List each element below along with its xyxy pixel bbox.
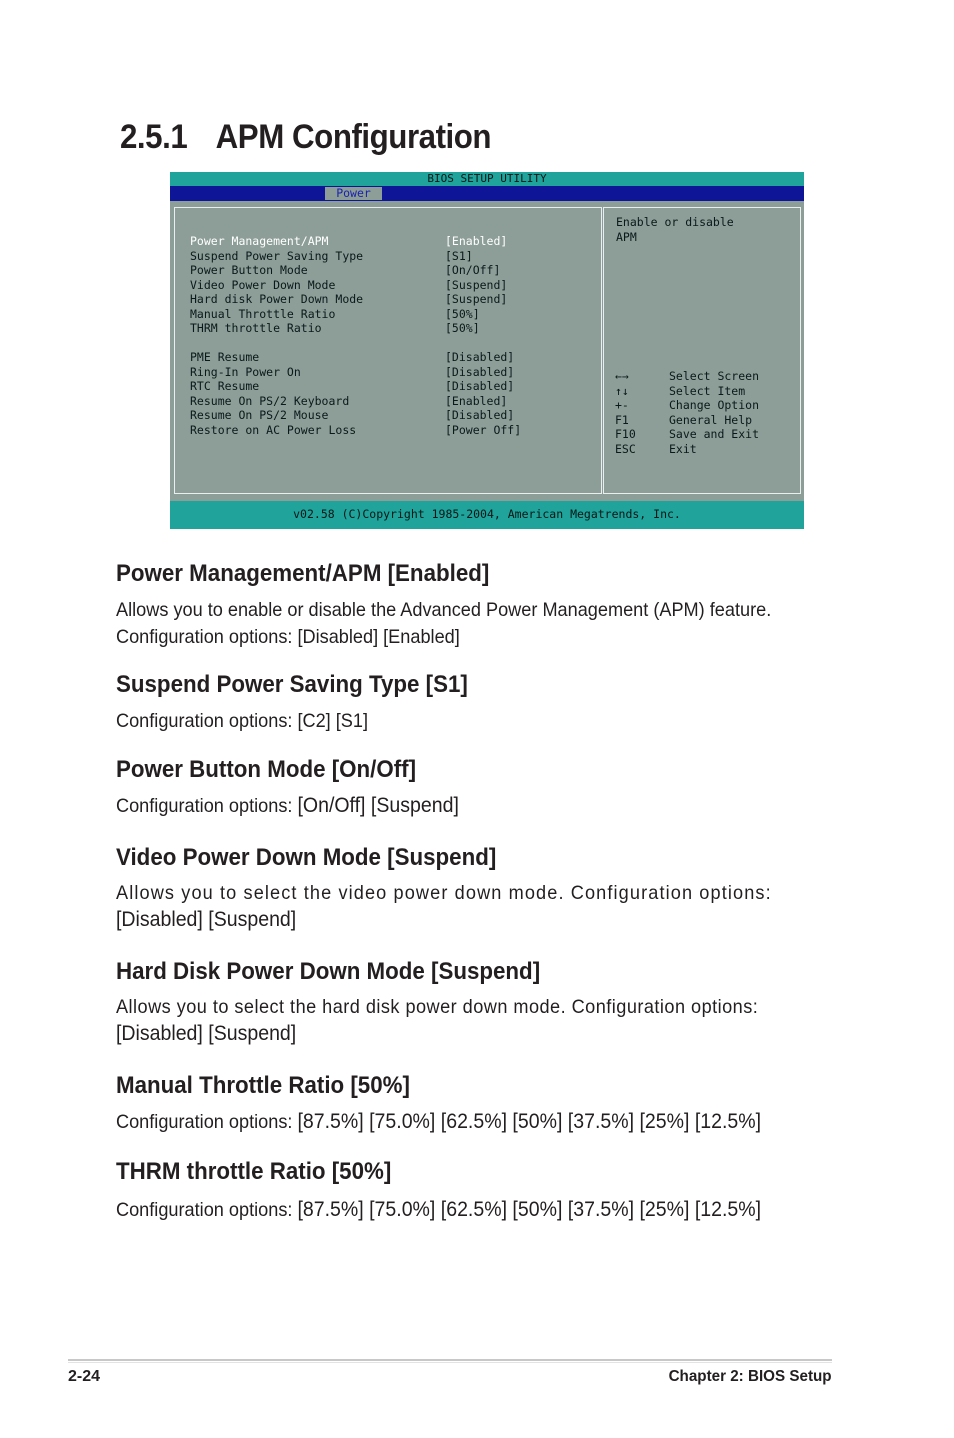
options-list: [87.5%] [75.0%] [62.5%] [50%] [37.5%] [25%] [12.5%]	[297, 1198, 762, 1221]
bios-screenshot	[170, 172, 804, 529]
description-line: [Disabled] [Suspend]	[116, 907, 297, 931]
bios-option-manual-throttle-ratio[interactable]	[190, 306, 480, 322]
option-value: [50%]	[445, 306, 480, 321]
key-description: General Help	[669, 412, 753, 427]
bios-help-panel	[603, 207, 801, 494]
option-label: Video Power Down Mode	[190, 277, 336, 292]
key-legend-exit	[615, 441, 697, 457]
key-label: ESC	[615, 441, 636, 456]
option-label: Resume On PS/2 Keyboard	[190, 393, 350, 408]
key-legend-general-help	[615, 412, 753, 428]
description-line: Allows you to select the hard disk power down mode. Configuration options:	[116, 996, 759, 1018]
bios-option-resume-on-ps2-keyboard[interactable]	[190, 393, 508, 409]
option-label: PME Resume	[190, 350, 260, 364]
bios-option-restore-on-ac-power-loss[interactable]	[190, 422, 522, 438]
bios-option-power-management-apm[interactable]	[190, 234, 508, 249]
option-label: Ring-In Power On	[190, 364, 301, 379]
option-label: THRM throttle Ratio	[190, 321, 322, 335]
key-label: F10	[615, 427, 636, 441]
section-description	[116, 880, 832, 933]
section-heading-manual-throttle-ratio: Manual Throttle Ratio [50%]	[116, 1072, 410, 1099]
key-legend-save-and-exit	[615, 427, 760, 442]
arrow-left-right-icon: ←→	[615, 369, 629, 383]
option-label: Power Button Mode	[190, 263, 308, 277]
description-line: Configuration options: [Disabled] [Enabled]	[116, 625, 460, 648]
section-heading-power-button-mode: Power Button Mode [On/Off]	[116, 756, 417, 783]
key-label: +-	[615, 398, 629, 412]
option-value: [Enabled]	[445, 393, 508, 408]
footer-divider	[68, 1362, 832, 1363]
option-value: [Disabled]	[445, 364, 515, 379]
option-label: Restore on AC Power Loss	[190, 422, 357, 437]
option-label: Suspend Power Saving Type	[190, 248, 364, 263]
section-description	[116, 793, 782, 820]
bios-option-thrm-throttle-ratio[interactable]	[190, 321, 480, 336]
options-list: [87.5%] [75.0%] [62.5%] [50%] [37.5%] [25%] [12.5%]	[297, 1110, 762, 1133]
option-value: [Disabled]	[445, 350, 515, 364]
option-label: Manual Throttle Ratio	[190, 306, 336, 321]
bios-copyright: v02.58 (C)Copyright 1985-2004, American Megatrends, Inc.	[170, 501, 804, 529]
option-value: [50%]	[445, 321, 480, 335]
option-value: [On/Off]	[445, 263, 501, 277]
option-value: [Enabled]	[445, 234, 508, 248]
section-heading-thrm-throttle-ratio: THRM throttle Ratio [50%]	[116, 1158, 392, 1185]
bios-option-pme-resume[interactable]	[190, 350, 515, 365]
section-heading-hard-disk-power-down-mode: Hard Disk Power Down Mode [Suspend]	[116, 958, 541, 985]
section-description	[116, 1197, 832, 1224]
option-value: [Disabled]	[445, 408, 515, 422]
key-legend-select-screen	[615, 369, 760, 384]
section-description: Configuration options: [C2] [S1]	[116, 710, 369, 732]
key-legend-select-item	[615, 383, 746, 399]
bios-menubar	[170, 186, 804, 201]
footer-divider	[68, 1359, 832, 1361]
bios-option-hard-disk-power-down-mode[interactable]	[190, 292, 508, 307]
section-description	[116, 994, 832, 1047]
options-list: [On/Off] [Suspend]	[297, 794, 459, 817]
bios-option-power-button-mode[interactable]	[190, 263, 501, 278]
option-label: RTC Resume	[190, 379, 260, 393]
page-number: 2-24	[68, 1368, 101, 1385]
description-line: Allows you to enable or disable the Advanced Power Management (APM) feature.	[116, 599, 772, 621]
options-prefix: Configuration options:	[116, 795, 298, 817]
bios-option-video-power-down-mode[interactable]	[190, 277, 508, 293]
description-line: Allows you to select the video power down mode. Configuration options:	[116, 882, 772, 904]
option-value: [Suspend]	[445, 277, 508, 292]
help-text: Enable or disable APM	[616, 215, 734, 244]
arrow-up-down-icon: ↑↓	[615, 383, 629, 398]
section-heading-power-management: Power Management/APM [Enabled]	[116, 560, 490, 587]
section-heading-video-power-down-mode: Video Power Down Mode [Suspend]	[116, 844, 497, 871]
key-label: F1	[615, 412, 629, 427]
section-heading-suspend-power-saving-type: Suspend Power Saving Type [S1]	[116, 671, 468, 698]
key-description: Exit	[669, 441, 697, 456]
option-value: [S1]	[445, 248, 473, 263]
option-label: Power Management/APM	[190, 234, 329, 248]
key-legend-change-option	[615, 398, 760, 413]
bios-option-ring-in-power-on[interactable]	[190, 364, 515, 380]
key-description: Select Screen	[669, 369, 760, 383]
section-title: APM Configuration	[215, 118, 492, 156]
chapter-label: Chapter 2: BIOS Setup	[669, 1368, 832, 1385]
option-label: Resume On PS/2 Mouse	[190, 408, 329, 422]
bios-utility-title: BIOS SETUP UTILITY	[170, 172, 804, 186]
key-description: Change Option	[669, 398, 760, 412]
option-value: [Suspend]	[445, 292, 508, 306]
key-description: Select Item	[669, 383, 746, 398]
option-label: Hard disk Power Down Mode	[190, 292, 364, 306]
section-description	[116, 597, 832, 650]
option-value: [Power Off]	[445, 422, 522, 437]
tab-power[interactable]: Power	[325, 187, 382, 200]
bios-option-rtc-resume[interactable]	[190, 379, 515, 394]
key-description: Save and Exit	[669, 427, 760, 441]
section-description	[116, 1109, 832, 1136]
option-value: [Disabled]	[445, 379, 515, 393]
bios-option-resume-on-ps2-mouse[interactable]	[190, 408, 515, 423]
page-title	[120, 118, 491, 157]
section-number: 2.5.1	[120, 118, 188, 156]
bios-options-panel	[174, 207, 602, 494]
options-prefix: Configuration options:	[116, 1199, 298, 1221]
description-line: [Disabled] [Suspend]	[116, 1021, 297, 1045]
options-prefix: Configuration options:	[116, 1111, 298, 1133]
bios-option-suspend-power-saving-type[interactable]	[190, 248, 473, 264]
